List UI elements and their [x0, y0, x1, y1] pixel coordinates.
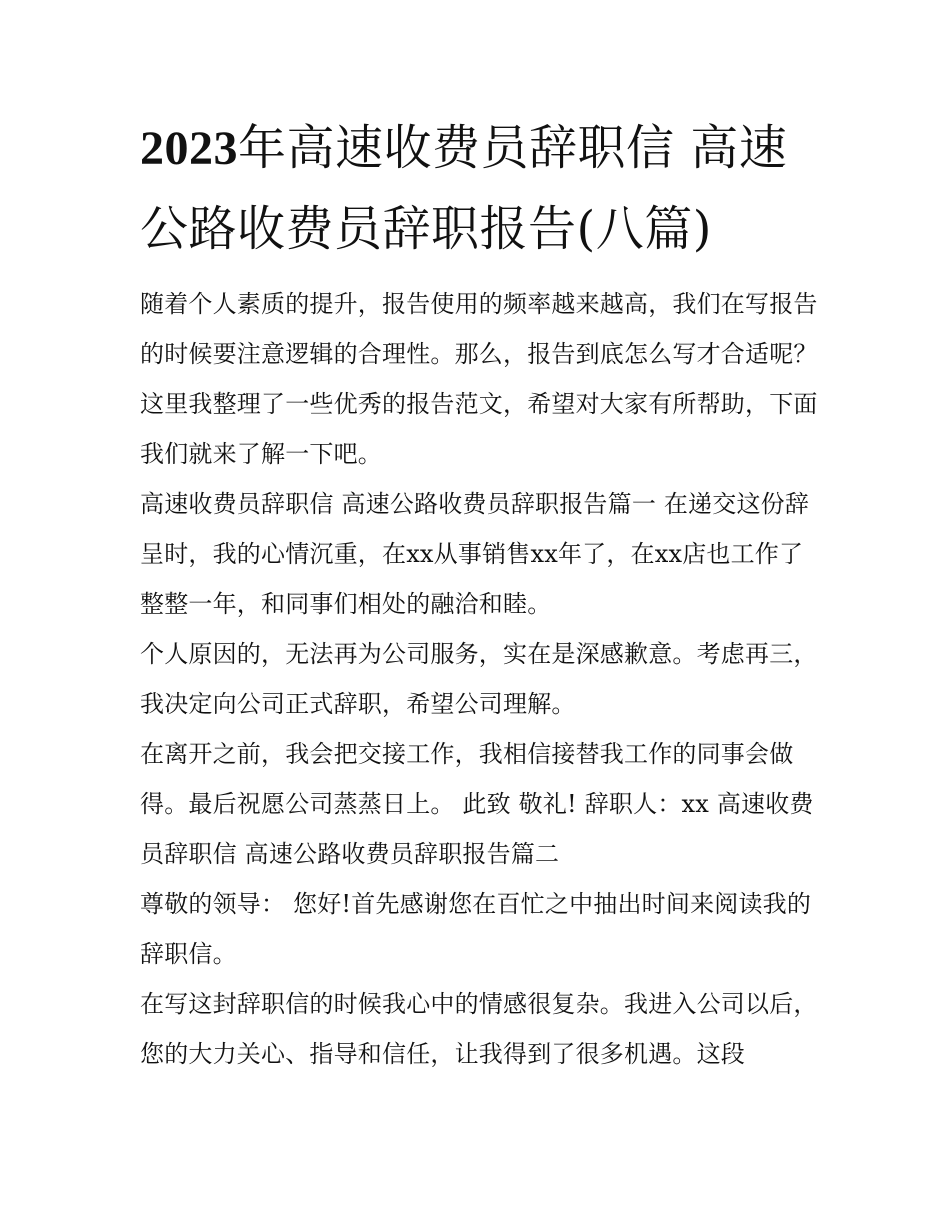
- document-page: [140, 108, 820, 1079]
- title-text: 年高速收费员辞职信 高速公路收费员辞职报告(八篇): [140, 120, 788, 257]
- paragraph-letter-two-greeting: 尊敬的领导： 您好!首先感谢您在百忙之中抽出时间来阅读我的辞职信。: [140, 890, 812, 968]
- paragraph-intro: 随着个人素质的提升，报告使用的频率越来越高，我们在写报告的时候要注意逻辑的合理性。那么，报告到底怎么写才合适呢？这里我整理了一些优秀的报告范文，希望对大家有所帮助，下面我们就来了解一下吧。: [140, 290, 818, 468]
- paragraph-letter-one-closing: 在离开之前，我会把交接工作，我相信接替我工作的同事会做得。最后祝愿公司蒸蒸日上。 此致 敬礼! 辞职人：xx 高速收费员辞职信 高速公路收费员辞职报告篇二: [140, 740, 814, 868]
- title-year: 2023: [140, 122, 238, 175]
- paragraph-letter-one-opening: 高速收费员辞职信 高速公路收费员辞职报告篇一 在递交这份辞呈时，我的心情沉重，在xx从事销售xx年了，在xx店也工作了整整一年，和同事们相处的融洽和睦。: [140, 490, 810, 618]
- document-title: [140, 108, 820, 269]
- paragraph-letter-two-body: 在写这封辞职信的时候我心中的情感很复杂。我进入公司以后，您的大力关心、指导和信任，让我得到了很多机遇。这段: [140, 990, 818, 1068]
- paragraph-letter-one-reason: 个人原因的，无法再为公司服务，实在是深感歉意。考虑再三，我决定向公司正式辞职，希望公司理解。: [140, 640, 818, 718]
